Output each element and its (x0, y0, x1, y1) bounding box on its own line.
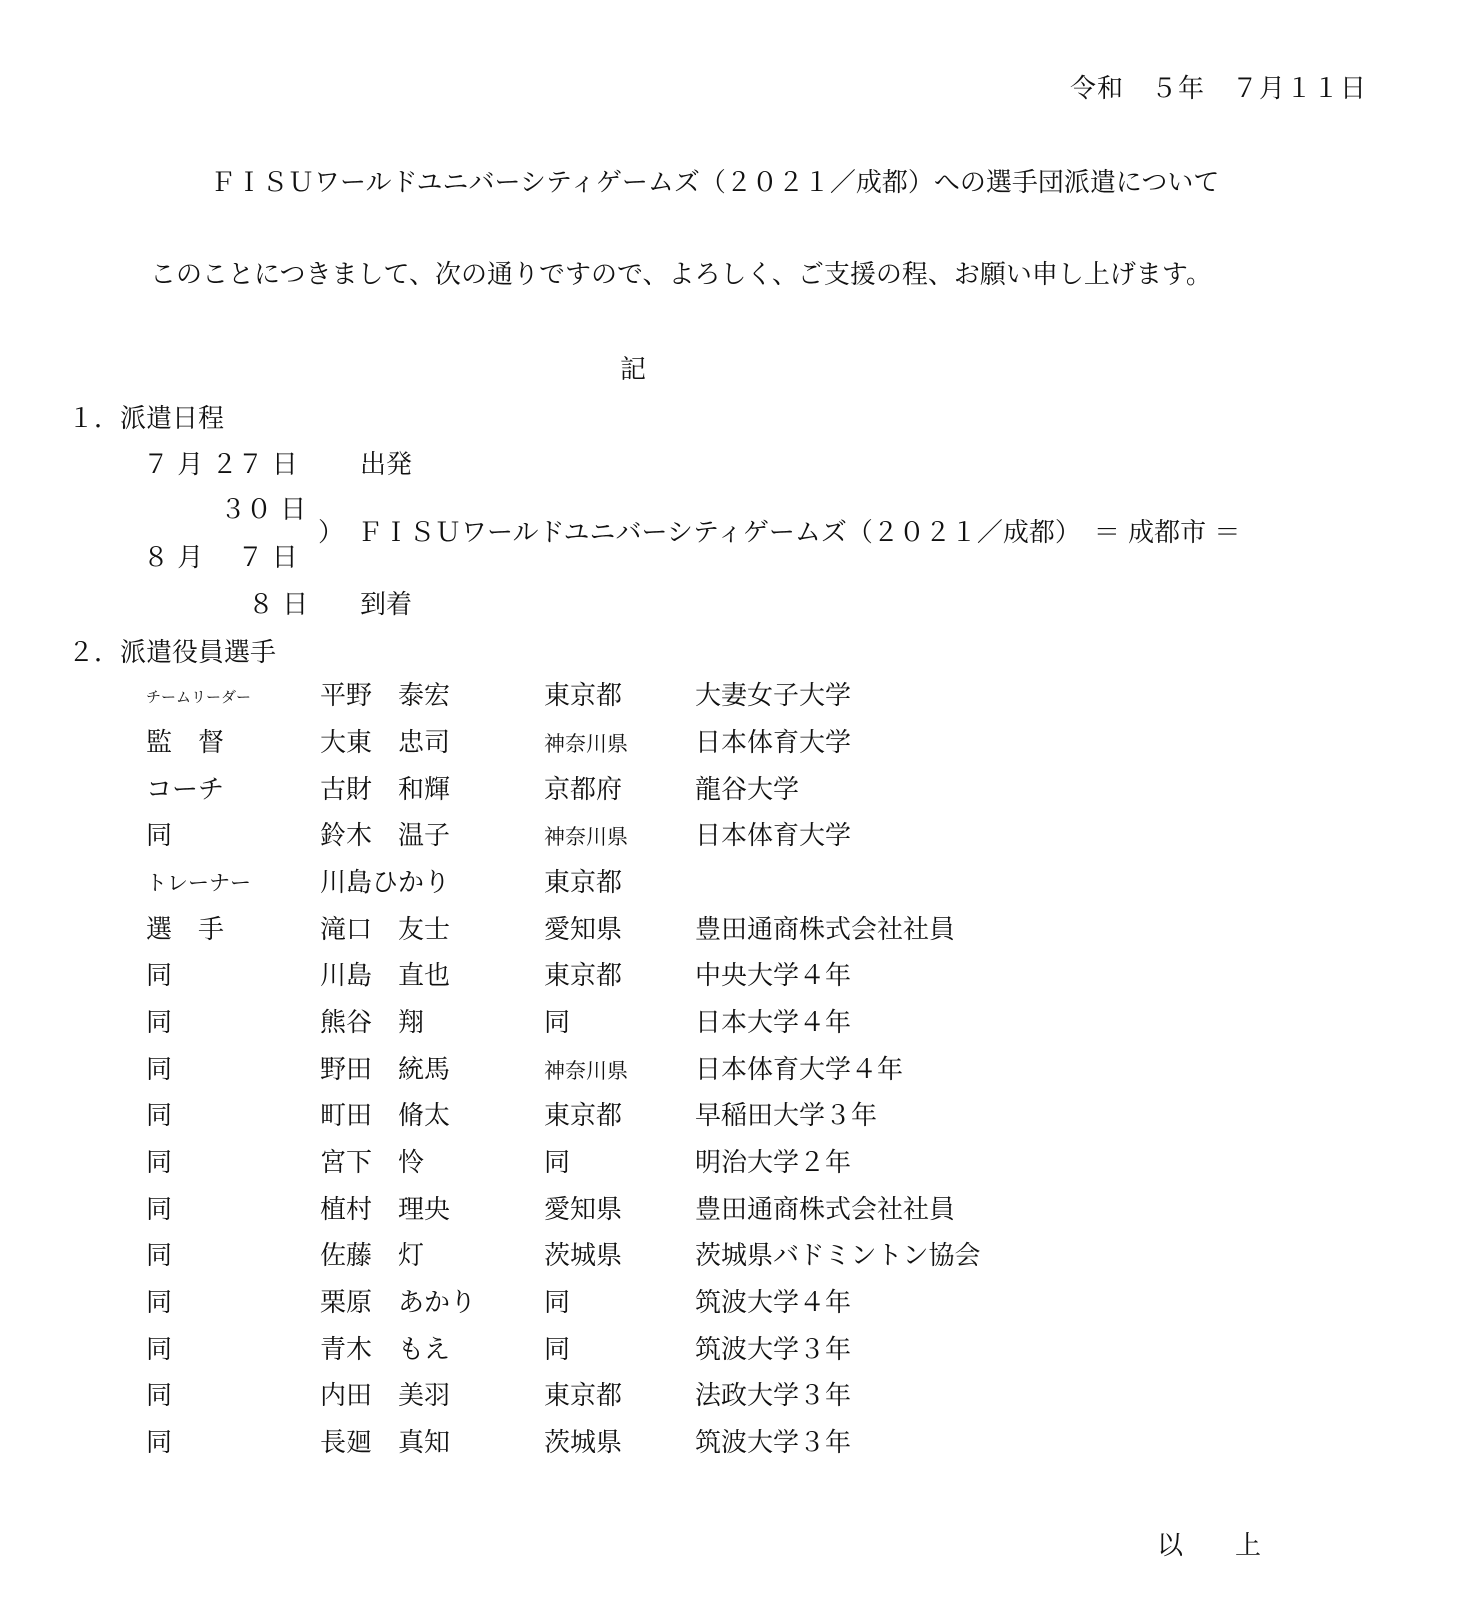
schedule-text: 出発 (360, 450, 413, 480)
member-affiliation: 大妻女子大学 (695, 681, 852, 711)
member-name: 鈴木 温子 (320, 821, 451, 851)
member-prefecture: 同 (544, 1288, 571, 1318)
member-name: 滝口 友士 (320, 915, 451, 945)
member-prefecture: 京都府 (544, 775, 623, 805)
member-role: 同 (146, 821, 173, 851)
member-name: 野田 統馬 (320, 1055, 451, 1085)
member-prefecture: 愛知県 (544, 915, 623, 945)
member-prefecture: 東京都 (544, 1381, 623, 1411)
member-affiliation: 日本体育大学４年 (695, 1055, 904, 1085)
member-role: 同 (146, 1288, 173, 1318)
member-name: 内田 美羽 (320, 1381, 451, 1411)
member-prefecture: 茨城県 (544, 1241, 623, 1271)
section1-heading: １．派遣日程 (68, 404, 225, 434)
member-role: 監 督 (146, 728, 225, 758)
schedule-date: ３０ 日 (220, 495, 307, 525)
member-affiliation: 中央大学４年 (695, 961, 852, 991)
member-name: 栗原 あかり (320, 1288, 477, 1318)
member-role: 同 (146, 1428, 173, 1458)
member-role: 同 (146, 1101, 173, 1131)
member-affiliation: 茨城県バドミントン協会 (695, 1241, 981, 1271)
closing-text: 以 上 (1157, 1531, 1262, 1561)
member-affiliation: 豊田通商株式会社社員 (695, 1195, 956, 1225)
member-affiliation: 明治大学２年 (695, 1148, 852, 1178)
member-role: 選 手 (146, 915, 225, 945)
member-role: 同 (146, 1055, 173, 1085)
ki-heading: 記 (620, 355, 647, 385)
member-name: 植村 理央 (320, 1195, 451, 1225)
member-affiliation: 日本体育大学 (695, 728, 852, 758)
member-affiliation: 日本体育大学 (695, 821, 852, 851)
member-name: 川島ひかり (320, 868, 451, 898)
member-prefecture: 同 (544, 1335, 571, 1365)
member-role: チームリーダー (146, 688, 252, 706)
member-name: 熊谷 翔 (320, 1008, 425, 1038)
member-prefecture: 茨城県 (544, 1428, 623, 1458)
member-prefecture: 神奈川県 (544, 825, 628, 849)
schedule-text: ） ＦＩＳＵワールドユニバーシティゲームズ（２０２１／成都） ＝ 成都市 ＝ (318, 518, 1241, 548)
schedule-text: 到着 (360, 590, 413, 620)
member-name: 佐藤 灯 (320, 1241, 425, 1271)
member-role: 同 (146, 961, 173, 991)
schedule-date: ８ 月 ７ 日 (143, 543, 298, 573)
member-prefecture: 神奈川県 (544, 1059, 628, 1083)
member-name: 大東 忠司 (320, 728, 451, 758)
member-name: 平野 泰宏 (320, 681, 451, 711)
member-role: 同 (146, 1008, 173, 1038)
document-date: 令和 ５年 ７月１１日 (1070, 74, 1368, 104)
member-name: 川島 直也 (320, 961, 451, 991)
member-prefecture: 東京都 (544, 961, 623, 991)
member-prefecture: 東京都 (544, 681, 623, 711)
member-name: 宮下 怜 (320, 1148, 425, 1178)
member-role: 同 (146, 1241, 173, 1271)
member-prefecture: 同 (544, 1148, 571, 1178)
member-name: 町田 脩太 (320, 1101, 451, 1131)
member-role: 同 (146, 1335, 173, 1365)
member-affiliation: 筑波大学３年 (695, 1335, 852, 1365)
member-affiliation: 筑波大学３年 (695, 1428, 852, 1458)
member-prefecture: 同 (544, 1008, 571, 1038)
member-role: コーチ (146, 775, 225, 805)
member-affiliation: 筑波大学４年 (695, 1288, 852, 1318)
schedule-date: ７ 月 ２７ 日 (143, 450, 298, 480)
member-role: 同 (146, 1381, 173, 1411)
member-prefecture: 神奈川県 (544, 732, 628, 756)
section2-heading: ２．派遣役員選手 (68, 638, 277, 668)
member-affiliation: 日本大学４年 (695, 1008, 852, 1038)
member-affiliation: 法政大学３年 (695, 1381, 852, 1411)
member-name: 長廻 真知 (320, 1428, 451, 1458)
member-name: 古財 和輝 (320, 775, 451, 805)
member-role: 同 (146, 1148, 173, 1178)
member-affiliation: 早稲田大学３年 (695, 1101, 878, 1131)
member-name: 青木 もえ (320, 1335, 451, 1365)
member-affiliation: 龍谷大学 (695, 775, 800, 805)
schedule-date: ８ 日 (248, 590, 309, 620)
member-role: 同 (146, 1195, 173, 1225)
document-title: ＦＩＳＵワールドユニバーシティゲームズ（２０２１／成都）への選手団派遣について (210, 168, 1220, 198)
member-affiliation: 豊田通商株式会社社員 (695, 915, 956, 945)
member-prefecture: 愛知県 (544, 1195, 623, 1225)
member-prefecture: 東京都 (544, 1101, 623, 1131)
member-role: トレーナー (146, 871, 251, 895)
member-prefecture: 東京都 (544, 868, 623, 898)
intro-text: このことにつきまして、次の通りですので、よろしく、ご支援の程、お願い申し上げます。 (150, 260, 1212, 290)
